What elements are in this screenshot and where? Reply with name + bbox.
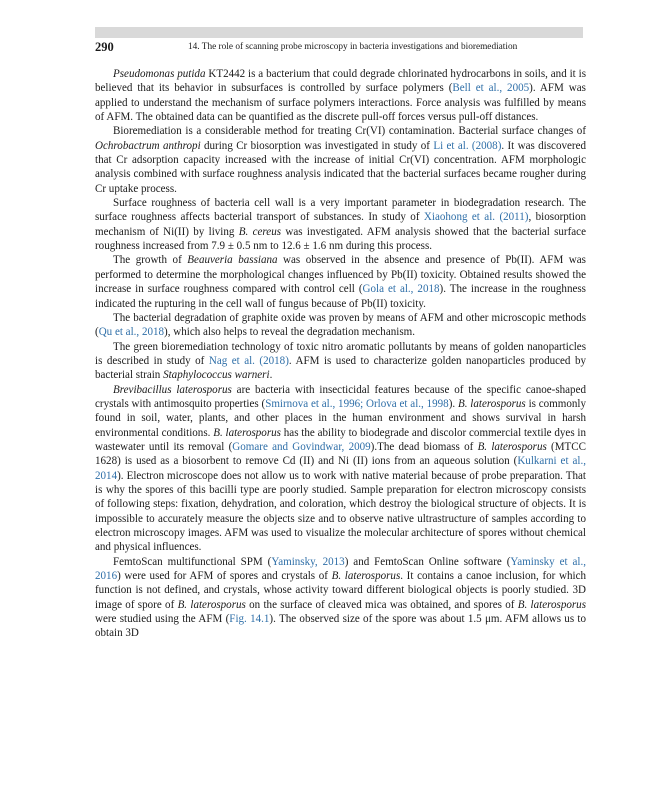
citation-link[interactable]: Bell et al., 2005 <box>452 82 530 95</box>
citation-link[interactable]: Qu et al., 2018 <box>98 326 165 339</box>
italic-term: B. laterosporus <box>477 440 547 453</box>
citation-link[interactable]: Li et al. (2008) <box>433 139 502 152</box>
text-run: The growth of <box>113 254 188 267</box>
paragraph <box>95 311 586 340</box>
text-run: (MTCC 1628) is used as a biosorbent to remove Cd (II) and Ni (II) ions from an aqueous solution ( <box>95 440 587 468</box>
paragraph <box>95 253 586 310</box>
text-run: . <box>269 369 273 382</box>
text-run: ). <box>448 397 458 410</box>
header-bar <box>95 27 583 38</box>
italic-term: Beauveria bassiana <box>187 254 278 267</box>
italic-term: B. laterosporus <box>457 397 526 410</box>
italic-term: Pseudomonas putida <box>113 68 206 80</box>
paragraph <box>95 124 586 196</box>
text-run: ), which also helps to reveal the degradation mechanism. <box>164 326 415 339</box>
text-run: ).The dead biomass of <box>370 440 478 453</box>
italic-term: B. laterosporus <box>177 598 246 611</box>
text-run: . It was discovered that Cr adsorption capacity increased with the increase of initial Cr(VI) concentration. AFM morphologic analysis combined with surface roughness analysis indicated that the bacterial surfaces became rougher during Cr uptake process. <box>95 139 586 195</box>
text-run: during Cr biosorption was investigated in study of <box>200 139 434 152</box>
text-run: was investigated. AFM analysis showed that the bacterial surface roughness increased from 7.9 ± 0.5 nm to 12.6 ± 1.6 nm during this process. <box>95 225 586 253</box>
page-number: 290 <box>95 40 114 54</box>
text-run: The bacterial degradation of graphite oxide was proven by means of AFM and other microscopic methods ( <box>95 311 586 339</box>
text-run: ). Electron microscope does not allow us to work with native material because of probe preparation. That is why the spores of this bacilli type are poorly studied. Sample preparation for electron microscopy consists of following steps: fixation, dehydration, and coloration, which destroy the biological structure of objects. It is impossible to accurately measure the objects size and to observe native ultrastructure of samples according to electron microscopy images. AFM was used to visualize the molecular architecture of spores without chemical and physical influences. <box>95 469 586 554</box>
citation-link[interactable]: Gola et al., 2018 <box>362 283 440 296</box>
running-title: 14. The role of scanning probe microscopy in bacteria investigations and bioremediation <box>188 42 518 52</box>
citation-link[interactable]: Kulkarni et al., 2014 <box>95 455 586 482</box>
text-run: Surface roughness of bacteria cell wall is a very important parameter in biodegradation research. The surface roughness affects bacterial transport of substances. In study of <box>95 197 586 224</box>
italic-term: B. laterosporus <box>517 598 586 611</box>
italic-term: B. laterosporus <box>213 426 281 439</box>
text-run: FemtoScan multifunctional SPM ( <box>113 555 272 568</box>
citation-link[interactable]: Yaminsky, 2013 <box>271 555 345 568</box>
text-run: was observed in the absence and presence of Pb(II). AFM was performed to determine the morphological changes influenced by Pb(II) toxicity. Obtained results showed the increase in surface roughness compared with control cell ( <box>95 254 586 296</box>
text-run: . AFM is used to characterize golden nanoparticles produced by bacterial strain <box>95 354 586 382</box>
italic-term: Staphylococcus warneri <box>163 369 270 382</box>
italic-term: B. cereus <box>238 225 282 238</box>
text-run: on the surface of cleaved mica was obtained, and spores of <box>245 598 518 611</box>
text-run: are bacteria with insecticidal features because of the specific canoe-shaped crystals with antimosquito properties ( <box>95 383 586 410</box>
text-run: KT2442 is a bacterium that could degrade chlorinated hydrocarbons in soils, and it is believed that its behavior in subsurfaces is controlled by surface polymers ( <box>95 68 586 95</box>
text-run: ). AFM was applied to understand the mechanism of surface polymers interactions. Force analysis was fulfilled by means of AFM. The obtained data can be quantified as the discrete pull-off forces versus pull-off distances. <box>95 82 586 124</box>
text-run: Bioremediation is a considerable method for treating Cr(VI) contamination. Bacterial surface changes of <box>113 125 586 138</box>
citation-link[interactable]: Fig. 14.1 <box>229 613 270 626</box>
text-run: The green bioremediation technology of toxic nitro aromatic pollutants by means of golden nanoparticles is described in study of <box>95 340 586 367</box>
text-run: is commonly found in soil, water, plants, and other places in the human environment and shows survival in harsh environmental conditions. <box>95 397 586 439</box>
text-run: ) were used for AFM of spores and crystals of <box>117 570 332 583</box>
body-text <box>95 67 586 641</box>
citation-link[interactable]: Yaminsky et al., 2016 <box>95 555 586 583</box>
italic-term: Brevibacillus laterosporus <box>113 383 232 396</box>
text-run: ). The increase in the roughness indicated the rupturing in the cell wall of fungus because of Pb(II) toxicity. <box>95 283 586 310</box>
text-run: were studied using the AFM ( <box>95 613 230 626</box>
text-run: has the ability to biodegrade and discolor commercial textile dyes in wastewater until its removal ( <box>95 426 587 453</box>
paragraph <box>95 196 586 253</box>
paragraph <box>95 340 586 383</box>
citation-link[interactable]: Xiaohong et al. (2011) <box>423 211 529 224</box>
text-run: , biosorption mechanism of Ni(II) by living <box>95 211 586 238</box>
citation-link[interactable]: Nag et al. (2018) <box>208 354 289 367</box>
paragraph <box>95 555 586 641</box>
italic-term: Ochrobactrum anthropi <box>95 139 201 152</box>
italic-term: B. laterosporus <box>331 570 401 583</box>
paragraph <box>95 383 586 555</box>
text-run: ). The observed size of the spore was about 1.5 μm. AFM allows us to obtain 3D <box>95 613 587 640</box>
text-run: ) and FemtoScan Online software ( <box>344 555 511 568</box>
citation-link[interactable]: Gomare and Govindwar, 2009 <box>232 440 371 453</box>
text-run: . It contains a canoe inclusion, for which function is not defined, and crystals, whose activity toward different biological objects is poorly studied. 3D image of spore of <box>95 570 586 611</box>
paragraph <box>95 67 586 124</box>
citation-link[interactable]: Smirnova et al., 1996; Orlova et al., 1998 <box>265 397 449 410</box>
